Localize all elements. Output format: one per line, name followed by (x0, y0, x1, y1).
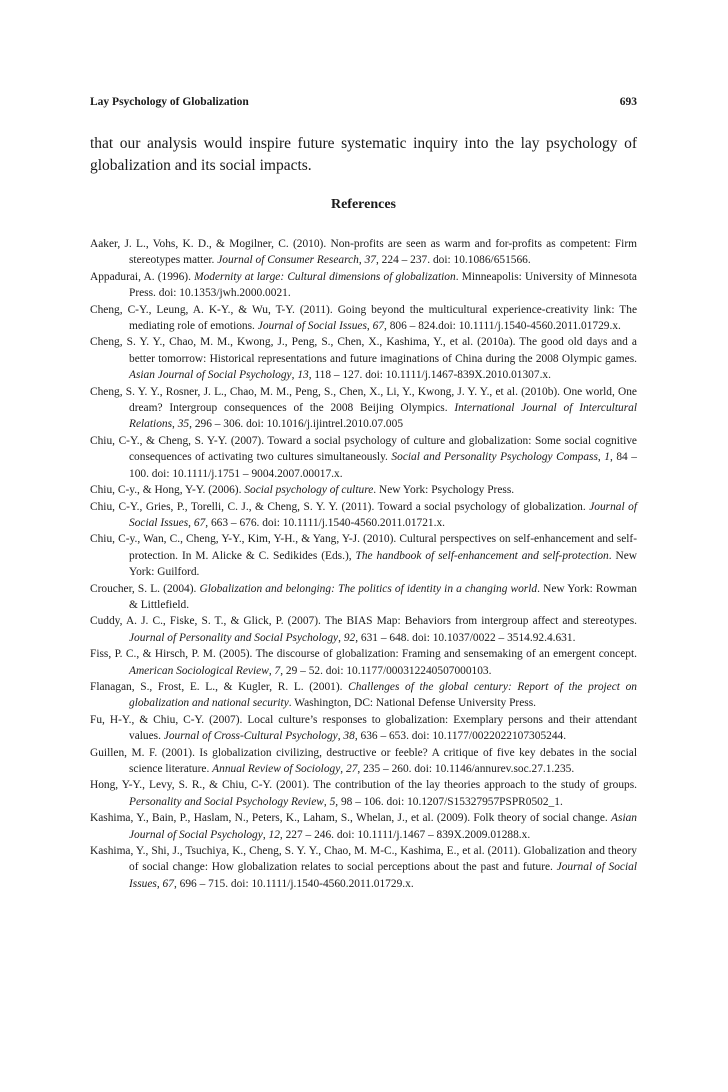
reference-separator: , (597, 451, 605, 464)
reference-details: , 631 – 648. doi: 10.1037/0022 – 3514.92.4.631. (355, 631, 576, 644)
reference-separator: , (156, 877, 163, 890)
reference-text: Chiu, C-Y., & Cheng, S. Y-Y. (2007). Toward a social psychology of culture and globalization: Some social cognitive consequences of activating two cultures simultaneously. (90, 434, 637, 464)
reference-entry (90, 384, 637, 433)
reference-details: , 118 – 127. doi: 10.1111/j.1467-839X.2010.01307.x. (308, 369, 551, 382)
reference-source-title: International Journal of Intercultural Relations (129, 402, 637, 431)
reference-details: . Minneapolis: University of Minnesota Press. doi: 10.1353/jwh.2000.0021. (129, 270, 637, 300)
reference-source-title: Social psychology of culture (244, 484, 374, 497)
reference-details: , 84 – 100. doi: 10.1111/j.1751 – 9004.2007.00017.x. (129, 451, 637, 480)
reference-entry (90, 269, 637, 302)
reference-details: , 663 – 676. doi: 10.1111/j.1540-4560.2011.01721.x. (205, 516, 445, 529)
reference-volume: 12 (268, 828, 280, 841)
reference-details: , 806 – 824.doi: 10.1111/j.1540-4560.2011.01729.x. (384, 320, 621, 333)
reference-list (90, 236, 637, 892)
page-number: 693 (619, 96, 637, 108)
reference-separator: , (340, 763, 346, 775)
reference-source-title: Journal of Social Issues (129, 500, 637, 529)
reference-entry (90, 843, 637, 892)
reference-separator: , (268, 664, 275, 677)
reference-separator: , (366, 320, 373, 333)
reference-entry (90, 334, 637, 383)
reference-volume: 67 (193, 516, 206, 529)
reference-text: Chiu, C-y., & Hong, Y-Y. (2006). (90, 484, 245, 497)
reference-details: , 224 – 237. doi: 10.1086/651566. (375, 254, 531, 267)
reference-volume: 13 (297, 369, 309, 382)
reference-text: Flanagan, S., Frost, E. L., & Kugler, R. L. (2001). (90, 680, 349, 693)
reference-text: Cheng, S. Y. Y., Chao, M. M., Kwong, J., Peng, S., Chen, X., Kashima, Y., et al. (2010a). The good old days and a better tomorrow: Historical representations and future imaginations of China during the 2008 Olympic games. (90, 336, 637, 365)
reference-text: Appadurai, A. (1996). (90, 270, 195, 283)
reference-volume: 67 (372, 320, 385, 333)
reference-separator: , (291, 369, 298, 382)
running-head (90, 96, 637, 108)
reference-entry (90, 679, 637, 712)
reference-details: , 98 – 106. doi: 10.1207/S15327957PSPR0502_1. (335, 795, 563, 808)
reference-source-title: Journal of Social Issues (257, 320, 367, 333)
reference-source-title: American Sociological Review (129, 664, 269, 677)
reference-separator: , (358, 254, 365, 267)
lead-paragraph: that our analysis would inspire future systematic inquiry into the lay psychology of globalization and its social impacts. (90, 135, 637, 174)
reference-entry (90, 712, 637, 745)
reference-volume: 92 (343, 631, 356, 644)
reference-text: Kashima, Y., Bain, P., Haslam, N., Peters, K., Laham, S., Whelan, J., et al. (2009). Folk theory of social change. (90, 812, 612, 825)
reference-source-title: Social and Personality Psychology Compass (391, 451, 598, 464)
reference-volume: 37 (364, 254, 376, 267)
reference-volume: 7 (274, 664, 281, 677)
reference-text: Aaker, J. L., Vohs, K. D., & Mogilner, C. (2010). Non-profits are seen as warm and for-profits as competent: Firm stereotypes matter. (90, 238, 637, 267)
reference-volume: 1 (604, 451, 610, 464)
reference-details: , 296 – 306. doi: 10.1016/j.ijintrel.2010.07.005 (189, 418, 404, 431)
reference-text: Croucher, S. L. (2004). (90, 582, 200, 595)
reference-separator: , (337, 730, 344, 743)
reference-text: Kashima, Y., Shi, J., Tsuchiya, K., Cheng, S. Y. Y., Chao, M. M-C., Kashima, E., et al. (2011). Globalization and theory of social change: How globalization relates to social perceptions about the past and future. (90, 845, 637, 874)
reference-source-title: Modernity at large: Cultural dimensions of globalization (194, 270, 456, 283)
reference-details: . New York: Psychology Press. (373, 484, 515, 497)
reference-source-title: Personality and Social Psychology Review (129, 795, 324, 808)
reference-source-title: Asian Journal of Social Psychology (129, 812, 637, 841)
reference-source-title: Asian Journal of Social Psychology (129, 369, 292, 382)
reference-details: . New York: Guilford. (129, 549, 638, 579)
reference-source-title: Journal of Social Issues (129, 861, 637, 890)
reference-volume: 38 (343, 730, 355, 743)
reference-separator: , (323, 795, 330, 808)
reference-details: , 696 – 715. doi: 10.1111/j.1540-4560.2011.01729.x. (173, 877, 414, 890)
reference-source-title: Journal of Personality and Social Psychology (129, 631, 339, 644)
reference-entry (90, 482, 637, 498)
reference-volume: 27 (346, 763, 358, 775)
references-heading: References (330, 197, 397, 212)
reference-entry (90, 531, 637, 580)
reference-details: , 29 – 52. doi: 10.1177/000312240507000103. (280, 664, 492, 677)
reference-details: , 227 – 246. doi: 10.1111/j.1467 – 839X.2009.01288.x. (279, 828, 531, 841)
reference-separator: , (338, 631, 344, 644)
reference-text: Chiu, C-y., Wan, C., Cheng, Y-Y., Kim, Y-H., & Yang, Y-J. (2010). Cultural perspectives on self-enhancement and self-protection. In M. Alicke & C. Sedikides (Eds.), (90, 533, 637, 562)
reference-source-title: The handbook of self-enhancement and self-protection (355, 549, 609, 562)
running-title: Lay Psychology of Globalization (90, 96, 249, 108)
reference-entry (90, 499, 637, 532)
reference-entry (90, 302, 637, 335)
reference-text: Cheng, C-Y., Leung, A. K-Y., & Wu, T-Y. (2011). Going beyond the multicultural experience-creativity link: The mediating role of emotions. (90, 303, 637, 333)
reference-entry (90, 236, 637, 269)
reference-text: Guillen, M. F. (2001). Is globalization civilizing, destructive or feeble? A critique of five key debates in the social science literature. (90, 746, 637, 775)
reference-text: Fiss, P. C., & Hirsch, P. M. (2005). The discourse of globalization: Framing and sensemaking of an emergent concept. (90, 648, 637, 661)
reference-text: Cuddy, A. J. C., Fiske, S. T., & Glick, P. (2007). The BIAS Map: Behaviors from intergroup affect and stereotypes. (90, 615, 637, 628)
reference-volume: 35 (177, 418, 190, 431)
reference-source-title: Journal of Consumer Research (217, 254, 359, 267)
reference-source-title: Globalization and belonging: The politics of identity in a changing world (199, 582, 538, 595)
reference-separator: , (262, 828, 269, 841)
reference-entry (90, 433, 637, 482)
reference-source-title: Journal of Cross-Cultural Psychology (163, 730, 338, 743)
reference-separator: , (188, 516, 194, 529)
reference-details: , 636 – 653. doi: 10.1177/0022022107305244. (354, 730, 567, 743)
reference-details: . Washington, DC: National Defense University Press. (288, 697, 536, 710)
reference-volume: 5 (329, 795, 336, 808)
reference-source-title: Challenges of the global century: Report of the project on globalization and national security (129, 680, 637, 710)
reference-volume: 67 (162, 877, 174, 890)
reference-details: . New York: Rowman & Littlefield. (129, 582, 637, 611)
reference-text: Hong, Y-Y., Levy, S. R., & Chiu, C-Y. (2001). The contribution of the lay theories approach to the study of groups. (90, 779, 637, 792)
reference-entry (90, 777, 637, 810)
reference-entry (90, 581, 637, 614)
reference-text: Fu, H-Y., & Chiu, C-Y. (2007). Local culture’s responses to globalization: Exemplary persons and their attendant values. (90, 713, 637, 743)
reference-source-title: Annual Review of Sociology (212, 763, 341, 775)
reference-entry (90, 646, 637, 679)
reference-entry (90, 745, 637, 778)
reference-separator: , (172, 418, 178, 431)
reference-text: Cheng, S. Y. Y., Rosner, J. L., Chao, M. M., Peng, S., Chen, X., Li, Y., Kwong, J. Y. Y., et al. (2010b). One world, One dream? Intergroup consequences of the 2008 Beijing Olympics. (90, 385, 637, 415)
reference-entry (90, 810, 637, 843)
reference-details: , 235 – 260. doi: 10.1146/annurev.soc.27.1.235. (357, 763, 575, 775)
reference-text: Chiu, C-Y., Gries, P., Torelli, C. J., & Cheng, S. Y. Y. (2011). Toward a social psychology of globalization. (90, 500, 590, 513)
reference-entry (90, 613, 637, 646)
